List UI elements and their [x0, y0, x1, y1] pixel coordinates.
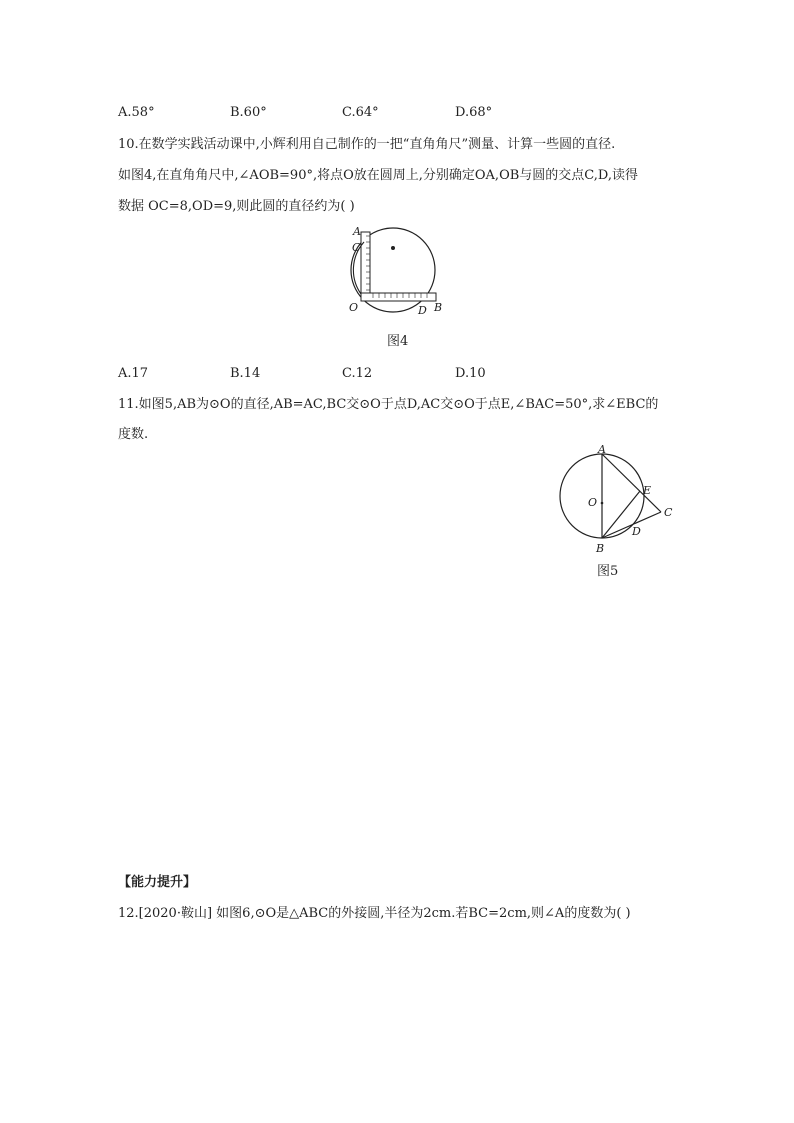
q10-text-line3: 数据 OC=8,OD=9,则此圆的直径约为( ): [118, 199, 355, 214]
figure-4-label-b: B: [434, 301, 443, 314]
figure-5-label-a: A: [598, 443, 606, 456]
figure-4-label-a: A: [353, 225, 361, 238]
figure-4-label-o: O: [349, 301, 359, 314]
q11-text-line2: 度数.: [118, 427, 149, 442]
figure-4-label-c: C: [352, 241, 361, 254]
q10-text-line1: 10.在数学实践活动课中,小辉利用自己制作的一把“直角角尺”测量、计算一些圆的直径.: [118, 137, 616, 152]
figure-5-label-o: O: [588, 496, 598, 509]
figure-5-label-d: D: [632, 525, 641, 538]
figure-5-caption: 图5: [597, 564, 619, 579]
section-title: 【能力提升】: [118, 875, 197, 890]
ruler-horizontal-arm: [361, 293, 436, 301]
figure-5-circle-triangle: [552, 443, 682, 558]
figure-5-label-b: B: [596, 542, 605, 555]
q9-option-b: B.60°: [230, 105, 267, 120]
q10-text-line2: 如图4,在直角角尺中,∠AOB=90°,将点O放在圆周上,分别确定OA,OB与圆的交点C,D,读得: [118, 168, 638, 183]
q12-text-line1: 12.[2020·鞍山] 如图6,⊙O是△ABC的外接圆,半径为2cm.若BC=2cm,则∠A的度数为( ): [118, 906, 631, 921]
q10-option-b: B.14: [230, 366, 261, 381]
figure-4-label-d: D: [418, 304, 427, 317]
q11-text-line1: 11.如图5,AB为⊙O的直径,AB=AC,BC交⊙O于点D,AC交⊙O于点E,∠BAC=50°,求∠EBC的: [118, 397, 659, 412]
q10-option-a: A.17: [118, 366, 149, 381]
figure-4-caption: 图4: [387, 334, 409, 349]
q9-option-d: D.68°: [455, 105, 493, 120]
figure-5-label-e: E: [643, 484, 652, 497]
q9-option-c: C.64°: [342, 105, 379, 120]
figure-5-label-c: C: [664, 506, 673, 519]
q10-option-c: C.12: [342, 366, 373, 381]
q10-option-d: D.10: [455, 366, 486, 381]
q9-option-a: A.58°: [118, 105, 155, 120]
figure-4-ruler-circle: [340, 222, 450, 322]
figure-4-center-dot: [391, 246, 395, 250]
